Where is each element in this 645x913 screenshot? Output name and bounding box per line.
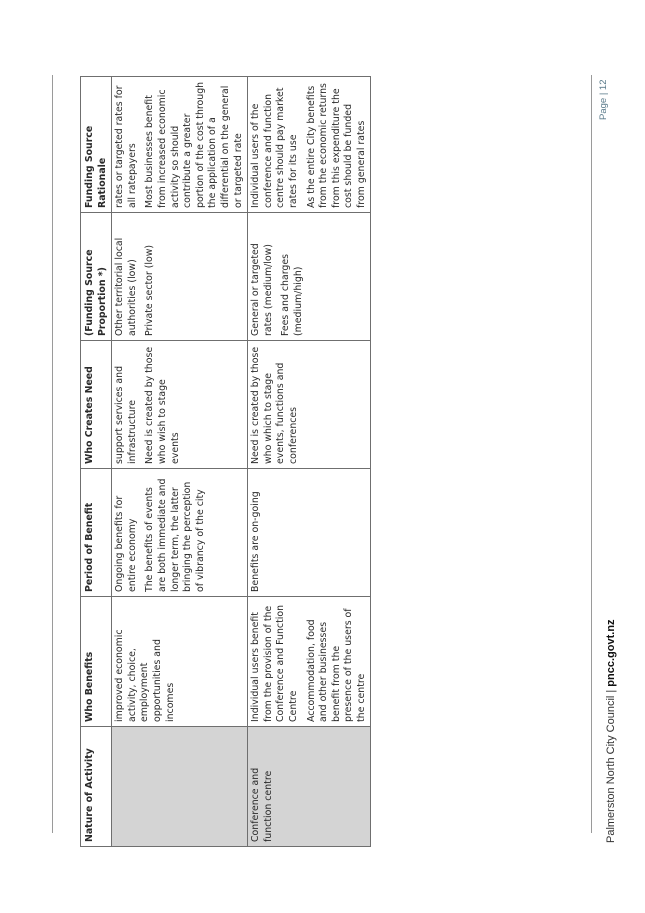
cell-period — [112, 469, 248, 597]
cell-activity — [112, 727, 248, 847]
header-nature-of-activity: Nature of Activity — [81, 727, 112, 847]
cell-creates-need — [112, 341, 248, 469]
cell-text: General or targeted rates (medium/low) — [250, 243, 274, 336]
table-row — [248, 77, 371, 847]
cell-text: The benefits of events are both immediate and longer term, the latter bringing the perception of vibrancy of the city — [144, 478, 206, 592]
cell-text: Most businesses benefit from increased economic activity so should contribute a greater portion of the cost through the application of a differential on the general or targeted rate — [144, 81, 244, 208]
table-header-row — [81, 77, 112, 847]
cell-text: Individual users benefit from the provision of the Conference and Function Centre — [250, 604, 299, 722]
cell-text: Need is created by those who which to stage events, functions and conferences — [250, 346, 299, 464]
rotated-table-container — [80, 77, 367, 847]
cell-text: Individual users of the conference and function centre should pay market rates for its use — [250, 87, 299, 208]
cell-period — [248, 469, 371, 597]
cell-rationale — [112, 77, 248, 213]
cell-text: Ongoing benefits for entire economy — [114, 495, 138, 592]
cell-creates-need — [248, 341, 371, 469]
cell-text: Accommodation, food and other businesses benefit from the presence of the users of the centre — [305, 608, 367, 722]
cell-rationale — [248, 77, 371, 213]
header-who-creates-need: Who Creates Need — [81, 341, 112, 469]
cell-proportion — [248, 213, 371, 341]
footer-council-name: Palmerston North City Council | — [605, 689, 617, 843]
header-who-benefits: Who Benefits — [81, 597, 112, 727]
cell-who-benefits — [112, 597, 248, 727]
funding-table — [80, 76, 371, 847]
cell-activity — [248, 727, 371, 847]
cell-text: As the entire City benefits from the economic returns from this expenditure the cost should be funded from general rates — [305, 83, 367, 208]
cell-text: improved economic activity, choice, employment opportunities and incomes — [114, 629, 176, 722]
cell-text: Fees and charges (medium/high) — [280, 253, 304, 336]
cell-text: support services and infrastructure — [114, 365, 138, 464]
header-funding-source-proportion: (Funding Source Proportion *) — [81, 213, 112, 341]
cell-text: Conference and function centre — [250, 767, 274, 842]
header-funding-source-rationale: Funding Source Rationale — [81, 77, 112, 213]
cell-text: Benefits are on-going — [250, 491, 262, 592]
cell-text: Private sector (low) — [144, 244, 156, 336]
left-rule — [52, 75, 53, 833]
cell-text: Need is created by those who wish to stage events — [144, 346, 181, 464]
cell-who-benefits — [248, 597, 371, 727]
right-rule — [591, 75, 592, 833]
header-period-of-benefit: Period of Benefit — [81, 469, 112, 597]
table-row — [112, 77, 248, 847]
page-footer — [603, 503, 619, 843]
footer-website-link[interactable]: pncc.govt.nz — [605, 619, 617, 687]
cell-text: rates or targeted rates for all ratepayers — [114, 85, 138, 208]
page-number: Page | 12 — [598, 79, 609, 120]
cell-proportion — [112, 213, 248, 341]
cell-text: Other territorial local authorities (low) — [114, 237, 138, 336]
